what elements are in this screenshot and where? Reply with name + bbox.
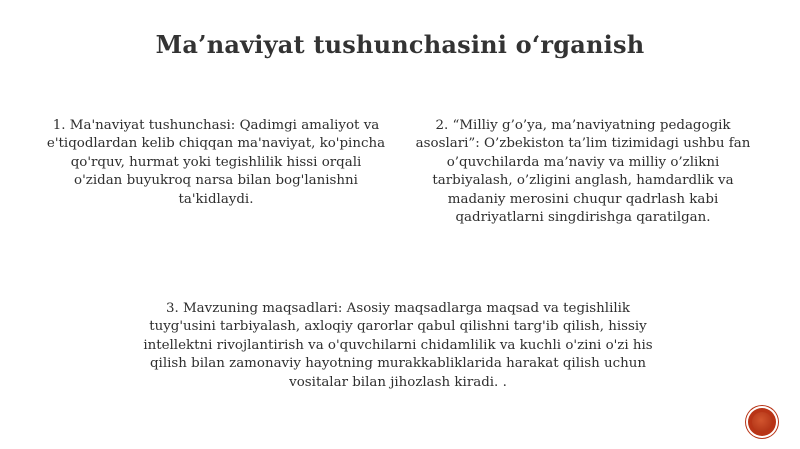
paragraph-3: 3. Mavzuning maqsadlari: Asosiy maqsadlarga maqsad va tegishlilik tuyg'usini tarbiyalash, axloqiy qarorlar qabul qilishni targ'ib qilish, hissiy intellektni rivojlantirish va o'quvchilarni chidamlilik va kuchli o'zini o'zi his qilish bilan zamonaviy hayotning murakkabliklarida harakat qilish uchun vositalar bilan jihozlash kiradi. . — [143, 301, 653, 390]
slide-title: Ma’naviyat tushunchasini o‘rganish — [155, 30, 645, 59]
paragraph-2: 2. “Milliy g’o’ya, ma’naviyatning pedagogik asoslari”: O’zbekiston ta’lim tizimidagi ushbu fan o’quvchilarda ma’naviy va milliy o’zlikni tarbiyalash, o’zligini anglash, hamdardlik va madaniy merosini chuqur qadrlash kabi qadriyatlarni singdirishga qaratilgan. — [415, 118, 751, 226]
paragraph-1: 1. Ma'naviyat tushunchasi: Qadimgi amaliyot va e'tiqodlardan kelib chiqqan ma'naviyat, ko'pincha qo'rquv, hurmat yoki tegishlilik hissi orqali o'zidan buyukroq narsa bilan bog'lanishni ta'kidlaydi. — [46, 118, 386, 207]
circle-button-icon — [752, 412, 772, 432]
next-slide-button[interactable] — [748, 408, 776, 436]
